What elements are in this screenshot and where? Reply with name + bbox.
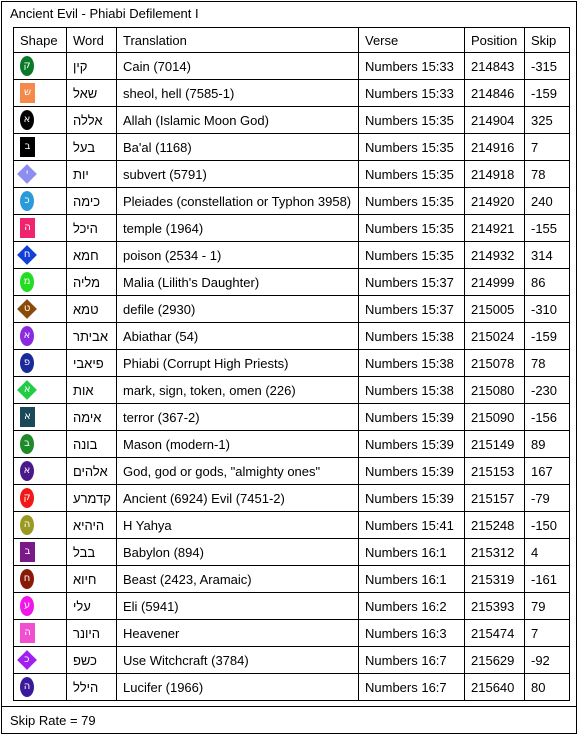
shape-cell: [14, 458, 67, 485]
verse-cell: Numbers 15:33: [359, 53, 465, 80]
shape-cell: [14, 485, 67, 512]
table-row: [14, 53, 570, 80]
he-letter-icon: [20, 515, 34, 535]
table-row: [14, 80, 570, 107]
word-cell: בעל: [67, 134, 117, 161]
position-cell: 214932: [465, 242, 525, 269]
skip-cell: -159: [525, 323, 570, 350]
verse-cell: Numbers 15:39: [359, 404, 465, 431]
translation-cell: defile (2930): [117, 296, 359, 323]
translation-cell: Phiabi (Corrupt High Priests): [117, 350, 359, 377]
translation-cell: temple (1964): [117, 215, 359, 242]
verse-cell: Numbers 15:35: [359, 134, 465, 161]
verse-cell: Numbers 16:3: [359, 620, 465, 647]
translation-cell: Allah (Islamic Moon God): [117, 107, 359, 134]
word-cell: אימה: [67, 404, 117, 431]
position-cell: 215090: [465, 404, 525, 431]
translation-cell: poison (2534 - 1): [117, 242, 359, 269]
shape-glyph: א: [23, 114, 31, 125]
skip-cell: -156: [525, 404, 570, 431]
verse-cell: Numbers 15:37: [359, 296, 465, 323]
shape-glyph: ע: [23, 600, 31, 611]
shape-glyph: ה: [23, 681, 31, 692]
header-position: Position: [465, 28, 525, 53]
table-row: [14, 512, 570, 539]
verse-cell: Numbers 15:35: [359, 215, 465, 242]
word-cell: אות: [67, 377, 117, 404]
position-cell: 215157: [465, 485, 525, 512]
translation-cell: Ba'al (1168): [117, 134, 359, 161]
shape-cell: [14, 620, 67, 647]
shape-glyph: א: [23, 384, 31, 395]
shape-cell: [14, 512, 67, 539]
report-frame: [1, 1, 577, 734]
skip-cell: 80: [525, 674, 570, 701]
position-cell: 214843: [465, 53, 525, 80]
header-verse: Verse: [359, 28, 465, 53]
translation-cell: Beast (2423, Aramaic): [117, 566, 359, 593]
skip-cell: 325: [525, 107, 570, 134]
shape-glyph: א: [23, 465, 31, 476]
table-row: [14, 593, 570, 620]
verse-cell: Numbers 16:7: [359, 674, 465, 701]
word-cell: היונר: [67, 620, 117, 647]
table-row: [14, 269, 570, 296]
header-translation: Translation: [117, 28, 359, 53]
position-cell: 215312: [465, 539, 525, 566]
verse-cell: Numbers 16:2: [359, 593, 465, 620]
skip-cell: -150: [525, 512, 570, 539]
shape-cell: [14, 377, 67, 404]
position-cell: 214918: [465, 161, 525, 188]
shape-glyph: ב: [24, 141, 31, 152]
word-cell: אביתר: [67, 323, 117, 350]
table-row: [14, 350, 570, 377]
shape-glyph: ח: [23, 248, 31, 260]
aleph-letter-icon: [20, 407, 35, 427]
header-word: Word: [67, 28, 117, 53]
bet-letter-icon: [20, 542, 35, 562]
position-cell: 215319: [465, 566, 525, 593]
shape-glyph: ק: [23, 492, 31, 503]
word-cell: קין: [67, 53, 117, 80]
verse-cell: Numbers 15:38: [359, 350, 465, 377]
shape-glyph: כ: [24, 653, 30, 665]
shape-glyph: ט: [23, 302, 31, 314]
verse-cell: Numbers 16:1: [359, 539, 465, 566]
skip-cell: 89: [525, 431, 570, 458]
shape-glyph: א: [23, 330, 31, 341]
position-cell: 215474: [465, 620, 525, 647]
shape-cell: [14, 593, 67, 620]
translation-cell: sheol, hell (7585-1): [117, 80, 359, 107]
verse-cell: Numbers 16:7: [359, 647, 465, 674]
skip-cell: -155: [525, 215, 570, 242]
ayin-letter-icon: [20, 596, 34, 616]
position-cell: 214999: [465, 269, 525, 296]
skip-cell: -161: [525, 566, 570, 593]
verse-cell: Numbers 15:35: [359, 242, 465, 269]
translation-cell: Babylon (894): [117, 539, 359, 566]
table-row: [14, 566, 570, 593]
skip-cell: -92: [525, 647, 570, 674]
table-row: [14, 188, 570, 215]
word-cell: שאל: [67, 80, 117, 107]
position-cell: 215149: [465, 431, 525, 458]
table-row: [14, 539, 570, 566]
position-cell: 214846: [465, 80, 525, 107]
word-cell: כשפ: [67, 647, 117, 674]
shape-glyph: מ: [23, 276, 31, 287]
position-cell: 215080: [465, 377, 525, 404]
shape-cell: [14, 647, 67, 674]
table-row: [14, 107, 570, 134]
skip-rate: Skip Rate = 79: [2, 706, 576, 733]
word-cell: יות: [67, 161, 117, 188]
position-cell: 215153: [465, 458, 525, 485]
aleph-letter-icon: [20, 326, 34, 346]
position-cell: 215078: [465, 350, 525, 377]
verse-cell: Numbers 15:39: [359, 458, 465, 485]
aleph-letter-icon: [20, 461, 34, 481]
mem-letter-icon: [20, 272, 34, 292]
verse-cell: Numbers 16:1: [359, 566, 465, 593]
shape-glyph: ה: [24, 627, 31, 638]
position-cell: 214904: [465, 107, 525, 134]
qof-letter-icon: [20, 56, 34, 76]
word-cell: בבל: [67, 539, 117, 566]
word-cell: הילל: [67, 674, 117, 701]
word-cell: אלהים: [67, 458, 117, 485]
shape-cell: [14, 215, 67, 242]
report-title: Ancient Evil - Phiabi Defilement I: [10, 6, 199, 21]
translation-cell: Use Witchcraft (3784): [117, 647, 359, 674]
verse-cell: Numbers 15:35: [359, 188, 465, 215]
shape-glyph: ב: [24, 438, 30, 449]
position-cell: 215640: [465, 674, 525, 701]
skip-cell: -79: [525, 485, 570, 512]
position-cell: 215248: [465, 512, 525, 539]
shape-cell: [14, 161, 67, 188]
aleph-letter-icon: [20, 110, 34, 130]
word-cell: עלי: [67, 593, 117, 620]
shape-cell: [14, 674, 67, 701]
table-row: [14, 323, 570, 350]
skip-cell: -310: [525, 296, 570, 323]
translation-cell: terror (367-2): [117, 404, 359, 431]
shape-cell: [14, 296, 67, 323]
shape-cell: [14, 188, 67, 215]
verse-cell: Numbers 15:39: [359, 431, 465, 458]
shape-cell: [14, 404, 67, 431]
table-row: [14, 431, 570, 458]
shape-glyph: ה: [24, 222, 31, 233]
translation-cell: Malia (Lilith's Daughter): [117, 269, 359, 296]
table-row: [14, 296, 570, 323]
table-row: [14, 134, 570, 161]
word-cell: כימה: [67, 188, 117, 215]
shape-glyph: ק: [23, 60, 31, 71]
shape-glyph: ש: [23, 87, 32, 98]
shape-glyph: ח: [23, 573, 31, 584]
header-row: [14, 28, 570, 53]
translation-cell: Eli (5941): [117, 593, 359, 620]
word-cell: פיאבי: [67, 350, 117, 377]
het-letter-icon: [17, 245, 37, 265]
verse-cell: Numbers 15:37: [359, 269, 465, 296]
skip-cell: -159: [525, 80, 570, 107]
word-cell: היכל: [67, 215, 117, 242]
word-cell: היהיא: [67, 512, 117, 539]
shape-cell: [14, 107, 67, 134]
skip-cell: 7: [525, 620, 570, 647]
shape-cell: [14, 323, 67, 350]
shape-glyph: י: [25, 168, 29, 179]
translation-cell: God, god or gods, "almighty ones": [117, 458, 359, 485]
shape-glyph: כ: [24, 195, 30, 206]
position-cell: 215005: [465, 296, 525, 323]
shape-cell: [14, 242, 67, 269]
shin-letter-icon: [20, 83, 35, 103]
skip-cell: 78: [525, 350, 570, 377]
header-skip: Skip: [525, 28, 570, 53]
position-cell: 214921: [465, 215, 525, 242]
shape-cell: [14, 269, 67, 296]
shape-cell: [14, 566, 67, 593]
table-row: [14, 620, 570, 647]
het-letter-icon: [20, 569, 34, 589]
word-cell: חיוא: [67, 566, 117, 593]
pe-letter-icon: [20, 353, 34, 373]
skip-cell: 79: [525, 593, 570, 620]
position-cell: 214916: [465, 134, 525, 161]
table-row: [14, 242, 570, 269]
position-cell: 214920: [465, 188, 525, 215]
kaf-letter-icon: [20, 191, 34, 211]
verse-cell: Numbers 15:35: [359, 107, 465, 134]
translation-cell: Heavener: [117, 620, 359, 647]
translation-cell: Lucifer (1966): [117, 674, 359, 701]
shape-glyph: ב: [24, 546, 31, 557]
he-letter-icon: [20, 218, 35, 238]
table-row: [14, 404, 570, 431]
verse-cell: Numbers 15:33: [359, 80, 465, 107]
verse-cell: Numbers 15:41: [359, 512, 465, 539]
translation-cell: mark, sign, token, omen (226): [117, 377, 359, 404]
verse-cell: Numbers 15:35: [359, 161, 465, 188]
translation-cell: Cain (7014): [117, 53, 359, 80]
shape-glyph: ה: [23, 519, 31, 530]
bet-letter-icon: [20, 434, 34, 454]
translation-cell: Abiathar (54): [117, 323, 359, 350]
table-row: [14, 458, 570, 485]
position-cell: 215629: [465, 647, 525, 674]
verse-cell: Numbers 15:38: [359, 323, 465, 350]
table-row: [14, 377, 570, 404]
translation-cell: Ancient (6924) Evil (7451-2): [117, 485, 359, 512]
tet-letter-icon: [17, 299, 37, 319]
skip-cell: 4: [525, 539, 570, 566]
table-row: [14, 161, 570, 188]
skip-cell: 240: [525, 188, 570, 215]
table-row: [14, 485, 570, 512]
shape-cell: [14, 53, 67, 80]
skip-cell: 314: [525, 242, 570, 269]
he-letter-icon: [20, 677, 34, 697]
skip-cell: 86: [525, 269, 570, 296]
aleph-letter-icon: [17, 380, 37, 400]
shape-cell: [14, 431, 67, 458]
translation-cell: H Yahya: [117, 512, 359, 539]
position-cell: 215024: [465, 323, 525, 350]
translation-cell: Pleiades (constellation or Typhon 3958): [117, 188, 359, 215]
shape-cell: [14, 350, 67, 377]
translation-cell: Mason (modern-1): [117, 431, 359, 458]
qof-letter-icon: [20, 488, 34, 508]
header-shape: Shape: [14, 28, 67, 53]
shape-cell: [14, 539, 67, 566]
skip-cell: -315: [525, 53, 570, 80]
table-row: [14, 674, 570, 701]
shape-cell: [14, 134, 67, 161]
shape-glyph: א: [24, 411, 31, 422]
kaf-letter-icon: [17, 650, 37, 670]
position-cell: 215393: [465, 593, 525, 620]
verse-cell: Numbers 15:38: [359, 377, 465, 404]
table-row: [14, 215, 570, 242]
word-cell: אללה: [67, 107, 117, 134]
skip-cell: -230: [525, 377, 570, 404]
shape-glyph: פ: [23, 357, 31, 368]
word-cell: חמא: [67, 242, 117, 269]
skip-cell: 7: [525, 134, 570, 161]
verse-cell: Numbers 15:39: [359, 485, 465, 512]
translation-cell: subvert (5791): [117, 161, 359, 188]
els-table: [13, 27, 570, 701]
word-cell: מליה: [67, 269, 117, 296]
table-row: [14, 647, 570, 674]
word-cell: קדמרע: [67, 485, 117, 512]
yod-letter-icon: [17, 164, 37, 184]
skip-cell: 167: [525, 458, 570, 485]
bet-letter-icon: [20, 137, 35, 157]
word-cell: טמא: [67, 296, 117, 323]
he-letter-icon: [20, 623, 35, 643]
word-cell: בונה: [67, 431, 117, 458]
shape-cell: [14, 80, 67, 107]
skip-cell: 78: [525, 161, 570, 188]
